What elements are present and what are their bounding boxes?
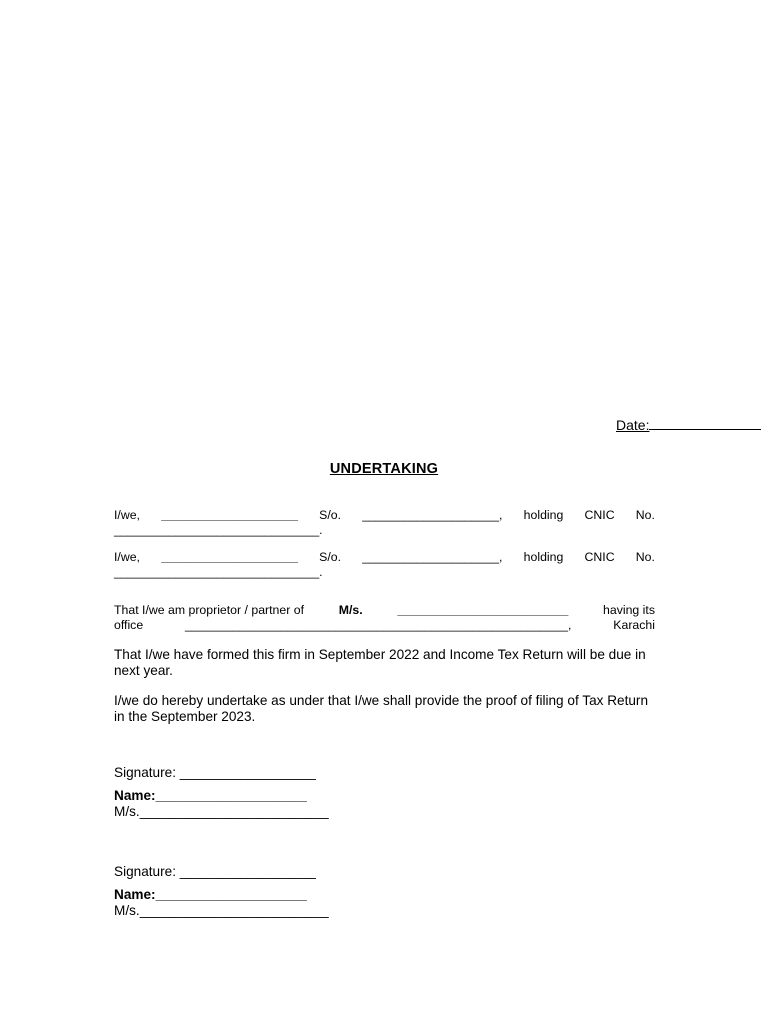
statement-undertaking: I/we do hereby undertake as under that I/we shall provide the proof of filing of Tax Return in the September 2023.	[114, 693, 648, 724]
name-blank: ____________________	[161, 508, 298, 522]
person-declaration-1	[114, 508, 655, 538]
person-declaration-2	[114, 550, 655, 580]
date-label: Date:	[616, 417, 650, 433]
signature-blank: __________________	[179, 864, 316, 879]
person-line-2	[114, 550, 655, 565]
signature-blank: __________________	[179, 765, 316, 780]
name-line-2	[114, 887, 307, 903]
father-blank: ____________________,	[362, 550, 503, 564]
date-blank	[649, 415, 761, 430]
cnic-blank: ______________________________.	[114, 565, 323, 579]
father-blank: ____________________,	[362, 508, 503, 522]
ms-blank: _________________________	[139, 804, 329, 819]
signature-label: Signature:	[114, 864, 176, 879]
signature-label: Signature:	[114, 765, 176, 780]
so-label: S/o.	[319, 508, 342, 522]
name-blank: ____________________	[161, 550, 298, 564]
holding-label: holding	[523, 550, 564, 564]
city-label: Karachi	[613, 618, 655, 632]
name-blank: ____________________	[155, 887, 307, 902]
cnic-blank: ______________________________.	[114, 523, 323, 537]
iwe-label: I/we,	[114, 508, 140, 522]
person-line-1	[114, 508, 655, 523]
proprietor-line-1	[114, 603, 655, 618]
proprietor-suffix: having its	[603, 603, 655, 617]
proprietor-line-2	[114, 618, 655, 633]
office-blank: ________________________________________________________,	[185, 618, 572, 632]
signature-line-2	[114, 864, 316, 880]
ms-line-2	[114, 903, 329, 919]
ms-label: M/s.	[338, 603, 363, 617]
ms-label: M/s.	[114, 804, 140, 819]
iwe-label: I/we,	[114, 550, 140, 564]
office-label: office	[114, 618, 144, 632]
no-label: No.	[635, 550, 655, 564]
cnic-label: CNIC	[584, 508, 615, 522]
name-blank: ____________________	[155, 788, 307, 803]
ms-blank: _________________________	[139, 903, 329, 918]
name-line-1	[114, 788, 307, 804]
cnic-label: CNIC	[584, 550, 615, 564]
holding-label: holding	[523, 508, 564, 522]
proprietor-paragraph	[114, 603, 655, 633]
name-label: Name:	[114, 788, 156, 803]
ms-line-1	[114, 804, 329, 820]
document-title: UNDERTAKING	[329, 461, 439, 477]
name-label: Name:	[114, 887, 156, 902]
proprietor-prefix: That I/we am proprietor / partner of	[114, 603, 305, 617]
so-label: S/o.	[319, 550, 342, 564]
date-field	[616, 415, 761, 433]
statement-formation: That I/we have formed this firm in September 2022 and Income Tex Return will be due in next year.	[114, 647, 646, 678]
ms-blank: _________________________	[397, 603, 569, 617]
no-label: No.	[635, 508, 655, 522]
signature-line-1	[114, 765, 316, 781]
ms-label: M/s.	[114, 903, 140, 918]
